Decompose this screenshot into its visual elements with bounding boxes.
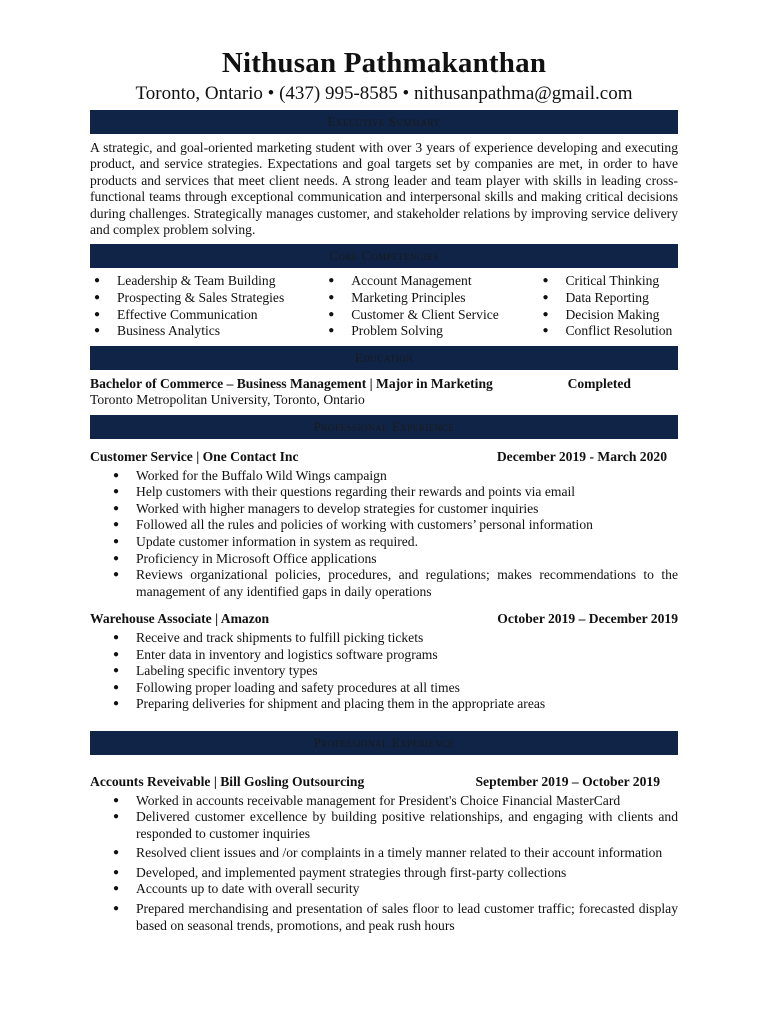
job-bullet: ● Reviews organizational policies, procedures, and regulations; makes recommendations to the management of any identified gaps in daily operations: [90, 567, 678, 600]
section-bar-education: [90, 346, 678, 370]
job-bullet: ● Following proper loading and safety procedures at all times: [90, 680, 678, 697]
section-heading-core-competencies: Core Competencies: [329, 248, 439, 264]
job-bullet: ● Worked in accounts receivable management for President's Choice Financial MasterCard: [90, 793, 678, 810]
job-bullets: [90, 630, 678, 713]
competency-item: ● Decision Making: [538, 307, 678, 324]
job-bullet: ● Followed all the rules and policies of working with customers’ personal information: [90, 517, 678, 534]
job-title: Customer Service | One Contact Inc: [90, 449, 299, 464]
job-dates: September 2019 – October 2019: [475, 773, 660, 789]
section-heading-executive-summary: Executive Summary: [327, 114, 441, 129]
competency-item: ● Data Reporting: [538, 290, 678, 307]
job-bullet: ● Preparing deliveries for shipment and placing them in the appropriate areas: [90, 696, 678, 713]
competency-item: ● Marketing Principles: [324, 290, 538, 307]
job-header: [90, 611, 678, 628]
competency-item: ● Conflict Resolution: [538, 323, 678, 340]
competency-item: ● Customer & Client Service: [324, 307, 538, 324]
degree-status: Completed: [567, 375, 631, 391]
job-bullets: [90, 793, 678, 935]
competency-item: ● Business Analytics: [90, 323, 324, 340]
competencies-column-3: [538, 273, 678, 339]
job-dates: October 2019 – December 2019: [497, 611, 678, 627]
job-dates: December 2019 - March 2020: [496, 449, 667, 464]
competencies-grid: [90, 273, 678, 339]
executive-summary-text: A strategic, and goal-oriented marketing student with over 3 years of experience developing and executing product, and service strategies. Expectations and goal targets set by companies are met, in order to have products and services that meet client needs. A strong leader and team player with skills in leading cross-functional teams through exceptional communication and interpersonal skills and making critical decisions during challenges. Strategically manages customer, and stakeholder relations by improving service delivery and complex problem solving.: [90, 140, 678, 238]
resume-page: [90, 0, 678, 934]
candidate-name: Nithusan Pathmakanthan: [221, 47, 547, 79]
section-heading-education: Education: [354, 349, 414, 365]
job-bullet: ● Worked for the Buffalo Wild Wings campaign: [90, 468, 678, 485]
job-bullet: ● Delivered customer excellence by building positive relationships, and engaging with clients and responded to customer inquiries: [90, 809, 678, 842]
job-bullet: ● Resolved client issues and /or complaints in a timely manner related to their account information: [90, 845, 678, 862]
section-bar-core-competencies: [90, 244, 678, 268]
job-bullet: ● Developed, and implemented payment strategies through first-party collections: [90, 865, 678, 882]
job-bullet: ● Enter data in inventory and logistics software programs: [90, 647, 678, 664]
competency-item: ● Leadership & Team Building: [90, 273, 324, 290]
job-bullet: ● Accounts up to date with overall security: [90, 881, 678, 898]
job-header: [90, 774, 678, 791]
contact-line: Toronto, Ontario • (437) 995-8585 • nithusanpathma@gmail.com: [135, 83, 633, 104]
section-bar-executive-summary: [90, 110, 678, 134]
job-bullet: ● Proficiency in Microsoft Office applications: [90, 551, 678, 568]
section-heading-professional-experience-2: Professional Experience: [313, 734, 455, 750]
school-name: Toronto Metropolitan University, Toronto, Ontario: [90, 392, 365, 408]
education-row: [90, 376, 678, 393]
competency-item: ● Account Management: [324, 273, 538, 290]
job-bullet: ● Receive and track shipments to fulfill picking tickets: [90, 630, 678, 647]
job-header: [90, 449, 678, 466]
job-title: Accounts Reveivable | Bill Gosling Outsourcing: [90, 773, 365, 789]
job-bullet: ● Update customer information in system as required.: [90, 534, 678, 551]
degree-title: Bachelor of Commerce – Business Management | Major in Marketing: [90, 375, 493, 391]
job-bullets: [90, 468, 678, 601]
competency-item: ● Problem Solving: [324, 323, 538, 340]
job-bullet: ● Help customers with their questions regarding their rewards and points via email: [90, 484, 678, 501]
competency-item: ● Effective Communication: [90, 307, 324, 324]
job-bullet: ● Worked with higher managers to develop strategies for customer inquiries: [90, 501, 678, 518]
section-bar-professional-experience: [90, 415, 678, 439]
job-bullet: ● Prepared merchandising and presentation of sales floor to lead customer traffic; forecasted display based on seasonal trends, promotions, and peak rush hours: [90, 901, 678, 934]
job-bullet: ● Labeling specific inventory types: [90, 663, 678, 680]
section-bar-professional-experience-2: [90, 731, 678, 755]
competency-item: ● Prospecting & Sales Strategies: [90, 290, 324, 307]
competencies-column-1: [90, 273, 324, 339]
competency-item: ● Critical Thinking: [538, 273, 678, 290]
competencies-column-2: [324, 273, 538, 339]
section-heading-professional-experience: Professional Experience: [313, 419, 455, 434]
job-title: Warehouse Associate | Amazon: [90, 611, 270, 627]
